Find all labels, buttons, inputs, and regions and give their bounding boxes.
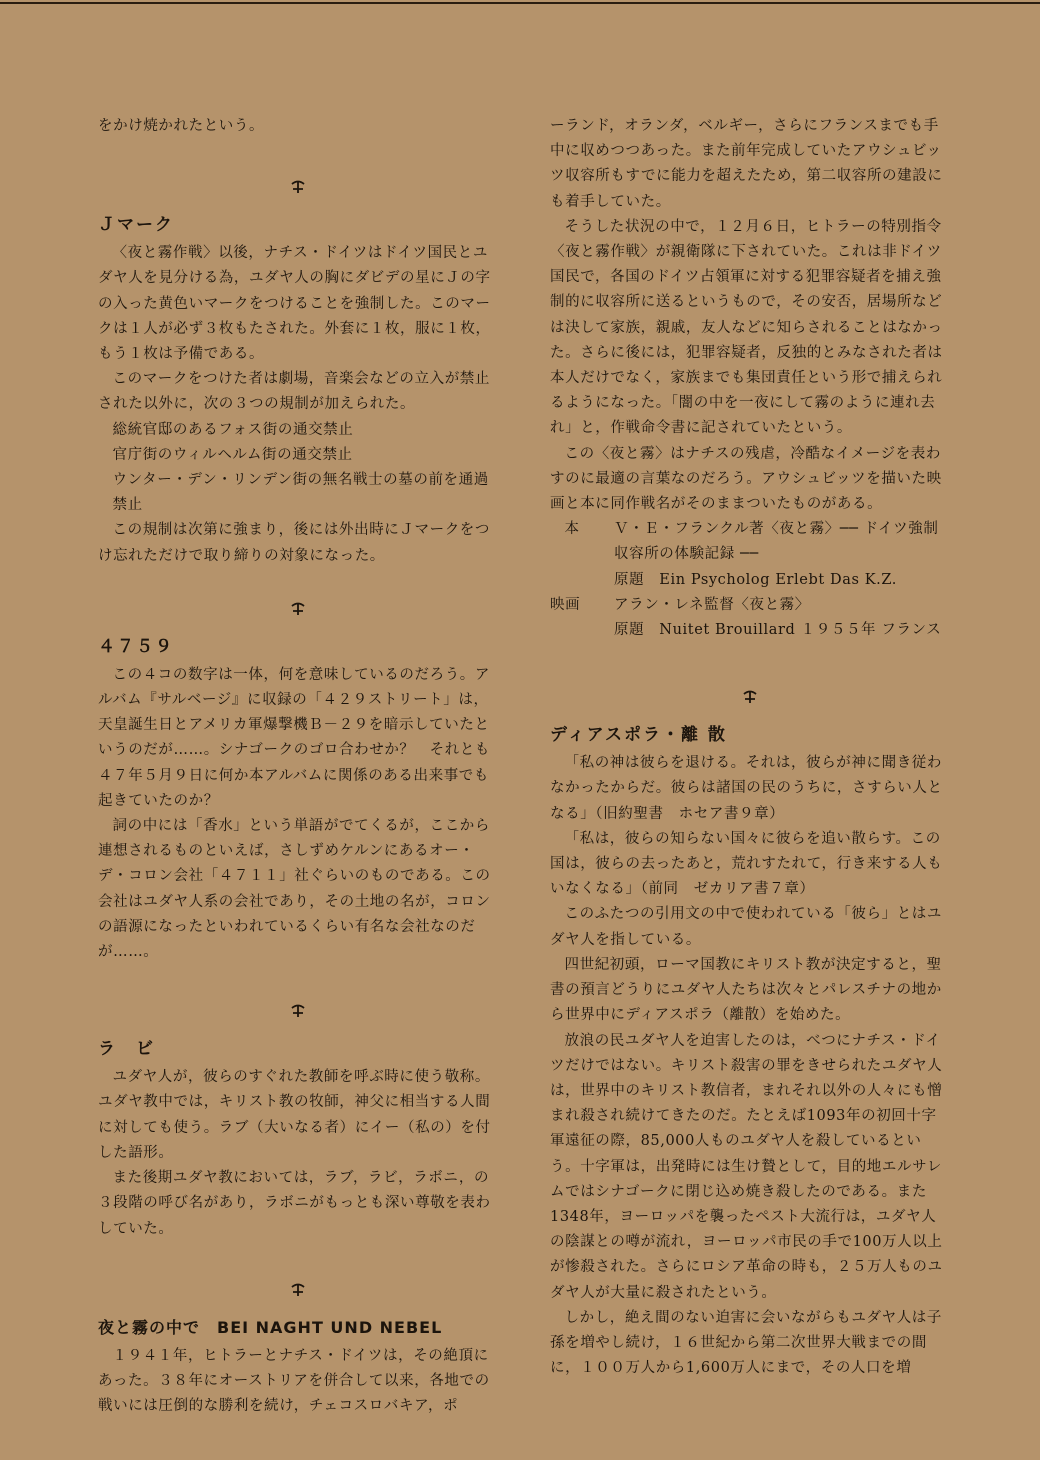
paragraph: この〈夜と霧〉はナチスの残虐，冷酷なイメージを表わすのに最適の言葉なのだろう。アウシュビッツを描いた映画と本に同作戦名がそのままついたものがある。 xyxy=(550,445,942,513)
reference-value: 原題 Ein Psycholog Erlebt Das K.Z. xyxy=(614,571,897,588)
section-ornament-icon xyxy=(98,1278,498,1302)
section-ornament-icon xyxy=(98,597,498,621)
paragraph: そうした状況の中で，１２月６日，ヒトラーの特別指令〈夜と霧作戦〉が親衛隊に下されていた。これは非ドイツ国民で，各国のドイツ占領軍に対する犯罪容疑者を捕え強制的に収容所に送るというもので，その安否，居場所などは決して家族，親戚，友人などに知らされることはなかった。さらに後には，犯罪容疑者，反独的とみなされた者は本人だけでなく，家族までも集団責任という形で捕えられるようになった。「闇の中を一夜にして霧のように連れ去れ」と，作戦命令書に記されていたという。 xyxy=(550,218,943,437)
reference-value: 原題 Nuitet Brouillard １９５５年 フランス xyxy=(614,622,942,639)
reference-key: 映画 xyxy=(550,596,581,613)
paragraph: 放浪の民ユダヤ人を迫害したのは，べつにナチス・ドイツだけではない。キリスト殺害の罪をきせられたユダヤ人は，世界中のキリスト教信者，まれそれ以外の人々にも憎まれ殺され続けてきたのだ。たとえば1093年の初回十字軍遠征の際，85,000人ものユダヤ人を殺しているという。十字軍は，出発時には生け贄として，目的地エルサレムではシナゴークに閉じ込め焼き殺したのである。また1348年，ヨーロッパを襲ったペスト大流行は，ユダヤ人の陰謀との噂が流れ，ヨーロッパ市民の手で100万人以上が惨殺された。さらにロシア革命の時も，２５万人ものユダヤ人が大量に殺されたという。 xyxy=(550,1032,943,1301)
paragraph: このマークをつけた者は劇場，音楽会などの立入が禁止された以外に，次の３つの規制が加えられた。 xyxy=(98,371,490,413)
reference-key: 本 xyxy=(564,521,580,538)
right-column xyxy=(550,114,950,1381)
section-ornament-icon xyxy=(98,999,498,1023)
section-title-jmark: Ｊマーク xyxy=(98,215,174,236)
reference-key xyxy=(550,568,614,593)
section-title-night-and-fog: 夜と霧の中で BEI NAGHT UND NEBEL xyxy=(98,1317,443,1337)
left-column xyxy=(98,114,498,1419)
reference-list xyxy=(550,517,950,643)
reference-value: Ｖ・Ｅ・フランクル著〈夜と霧〉── ドイツ強制収容所の体験記録 ── xyxy=(614,521,939,563)
paragraph: 詞の中には「香水」という単語がでてくるが，ここから連想されるものといえば，さしずめケルンにあるオー・デ・コロン会社「４７１１」社ぐらいのものである。この会社はユダヤ人系の会社であり，その土地の名が，コロンの語源になったといわれているくらい有名な会社なのだが……。 xyxy=(98,818,491,961)
top-border xyxy=(0,2,1040,4)
paragraph: １９４１年，ヒトラーとナチス・ドイツは，その絶頂にあった。３８年にオーストリアを併合して以来，各地での戦いには圧倒的な勝利を続け，チェコスロバキア，ポ xyxy=(98,1347,490,1415)
list-item: ウンター・デン・リンデン街の無名戦士の墓の前を通過禁止 xyxy=(112,472,489,514)
section-ornament-icon xyxy=(550,685,950,709)
section-title-rabbi: ラ ビ xyxy=(98,1039,155,1060)
list-item: 官庁街のウィルヘルム街の通交禁止 xyxy=(112,446,353,463)
paragraph: この規制は次第に強まり，後には外出時にＪマークをつけ忘れただけで取り締りの対象になった。 xyxy=(98,522,490,564)
reference-value: アラン・レネ監督〈夜と霧〉 xyxy=(614,596,810,613)
paragraph: 四世紀初頭，ローマ国教にキリスト教が決定すると，聖書の預言どうりにユダヤ人たちは次々とパレスチナの地から世界中にディアスポラ（離散）を始めた。 xyxy=(550,956,942,1024)
paragraph: しかし，絶え間のない迫害に会いながらもユダヤ人は子孫を増やし続け，１６世紀から第二次世界大戦までの間に，１００万人から1,600万人にまで，その人口を増 xyxy=(550,1309,942,1377)
paragraph: ユダヤ人が，彼らのすぐれた教師を呼ぶ時に使う敬称。ユダヤ教中では，キリスト教の牧師，神父に相当する人間に対しても使う。ラブ（大いなる者）にイー（私の）を付した語形。 xyxy=(98,1069,491,1161)
section-ornament-icon xyxy=(98,175,498,199)
intro-text: をかけ焼かれたという。 xyxy=(98,118,265,134)
paragraph: 「私の神は彼らを退ける。それは，彼らが神に聞き従わなかったからだ。彼らは諸国の民のうちに，さすらい人となる」（旧約聖書 ホセア書９章） xyxy=(550,755,943,822)
paragraph: また後期ユダヤ教においては，ラブ，ラビ，ラボニ，の３段階の呼び名があり，ラボニがもっとも深い尊敬を表わしていた。 xyxy=(98,1170,491,1237)
paragraph: このふたつの引用文の中で使われている「彼ら」とはユダヤ人を指している。 xyxy=(550,906,942,948)
paragraph: 「私は，彼らの知らない国々に彼らを追い散らす。この国は，彼らの去ったあと，荒れすたれて，行き来する人もいなくなる」（前同 ゼカリア書７章） xyxy=(550,830,943,898)
paragraph: この４コの数字は一体，何を意味しているのだろう。アルバム『サルベージ』に収録の「４２９ストリート」は，天皇誕生日とアメリカ軍爆撃機Ｂ－２９を暗示していたというのだが……。シナゴークのゴロ合わせか？ それとも４７年５月９日に何か本アルバムに関係のある出来事でも起きていたのか？ xyxy=(98,666,491,809)
paragraph: 〈夜と霧作戦〉以後，ナチス・ドイツはドイツ国民とユダヤ人を見分ける為，ユダヤ人の胸にダビデの星にＪの字の入った黄色いマークをつけることを強制した。このマークは１人が必ず３枚もたされた。外套に１枚，服に１枚，もう１枚は予備である。 xyxy=(98,245,491,363)
paragraph-continued: ーランド，オランダ，ベルギー，さらにフランスまでも手中に収めつつあった。また前年完成していたアウシュビッツ収容所もすでに能力を超えたため，第二収容所の建設にも着手していた。 xyxy=(550,118,943,210)
section-title-4759: ４７５９ xyxy=(98,636,174,657)
reference-key xyxy=(550,618,614,643)
section-title-diaspora: ディアスポラ・離 散 xyxy=(550,725,727,746)
list-item: 総統官邸のあるフォス街の通交禁止 xyxy=(112,421,354,438)
